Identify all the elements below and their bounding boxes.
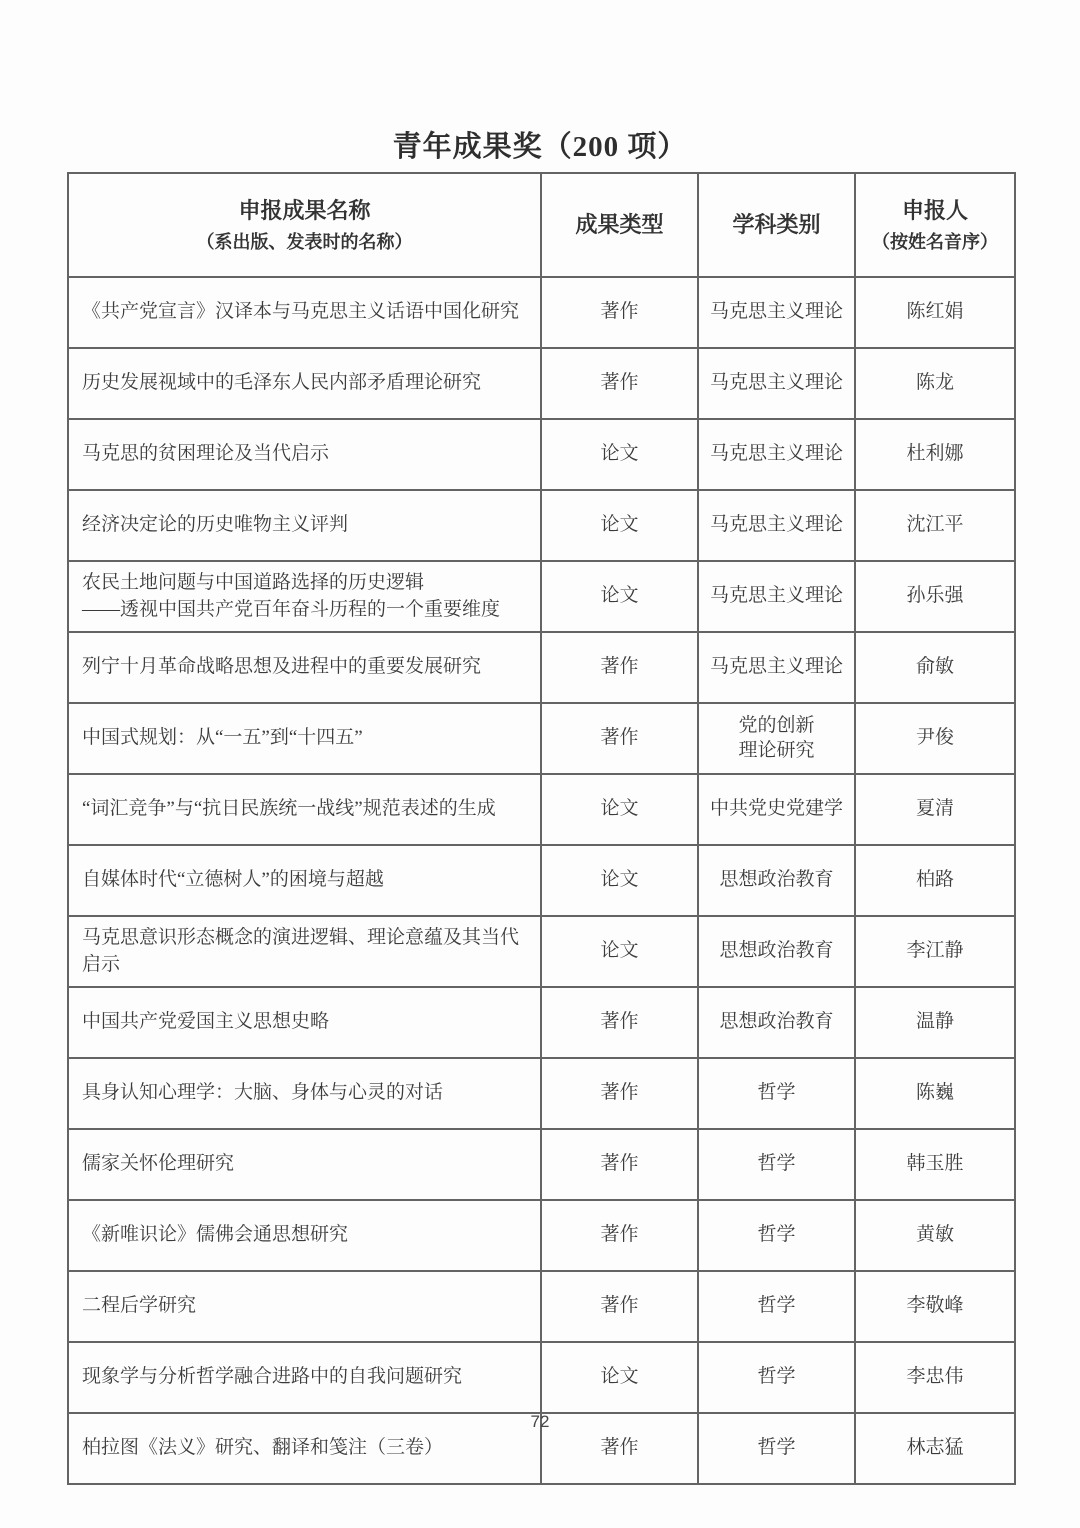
header-row bbox=[68, 173, 1015, 277]
header-applicant-sublabel: （按姓名音序） bbox=[872, 232, 998, 252]
result-name-cell: 自媒体时代“立德树人”的困境与超越 bbox=[68, 845, 541, 916]
header-result-name-sublabel: （系出版、发表时的名称） bbox=[196, 232, 413, 252]
result-type-cell: 论文 bbox=[541, 845, 698, 916]
subject-category-cell: 哲学 bbox=[698, 1271, 855, 1342]
applicant-cell: 沈江平 bbox=[855, 490, 1015, 561]
page-title: 青年成果奖（200 项） bbox=[392, 131, 688, 163]
table-row bbox=[68, 1200, 1015, 1271]
page-number: 72 bbox=[530, 1412, 550, 1431]
result-name-cell: 《新唯识论》儒佛会通思想研究 bbox=[68, 1200, 541, 1271]
result-type-cell: 著作 bbox=[541, 1129, 698, 1200]
result-name-cell: 马克思意识形态概念的演进逻辑、理论意蕴及其当代启示 bbox=[68, 916, 541, 987]
result-type-cell: 著作 bbox=[541, 1271, 698, 1342]
subject-category-cell: 哲学 bbox=[698, 1413, 855, 1484]
applicant-cell: 韩玉胜 bbox=[855, 1129, 1015, 1200]
result-name-cell: 列宁十月革命战略思想及进程中的重要发展研究 bbox=[68, 632, 541, 703]
subject-category-cell: 哲学 bbox=[698, 1342, 855, 1413]
table-row bbox=[68, 348, 1015, 419]
table-row bbox=[68, 1271, 1015, 1342]
result-name-cell: 农民土地问题与中国道路选择的历史逻辑 ——透视中国共产党百年奋斗历程的一个重要维度 bbox=[68, 561, 541, 632]
result-name-cell: 《共产党宣言》汉译本与马克思主义话语中国化研究 bbox=[68, 277, 541, 348]
result-name-cell: 马克思的贫困理论及当代启示 bbox=[68, 419, 541, 490]
result-name-cell: “词汇竞争”与“抗日民族统一战线”规范表述的生成 bbox=[68, 774, 541, 845]
result-name-cell: 儒家关怀伦理研究 bbox=[68, 1129, 541, 1200]
result-type-cell: 论文 bbox=[541, 419, 698, 490]
table-row bbox=[68, 632, 1015, 703]
subject-category-cell: 马克思主义理论 bbox=[698, 561, 855, 632]
result-type-cell: 著作 bbox=[541, 987, 698, 1058]
applicant-cell: 李江静 bbox=[855, 916, 1015, 987]
result-name-cell: 历史发展视域中的毛泽东人民内部矛盾理论研究 bbox=[68, 348, 541, 419]
applicant-cell: 尹俊 bbox=[855, 703, 1015, 774]
result-type-cell: 著作 bbox=[541, 632, 698, 703]
applicant-cell: 李敬峰 bbox=[855, 1271, 1015, 1342]
applicant-cell: 林志猛 bbox=[855, 1413, 1015, 1484]
applicant-cell: 陈巍 bbox=[855, 1058, 1015, 1129]
subject-category-cell: 思想政治教育 bbox=[698, 916, 855, 987]
table-row bbox=[68, 277, 1015, 348]
result-name-cell: 中国式规划：从“一五”到“十四五” bbox=[68, 703, 541, 774]
subject-category-cell: 思想政治教育 bbox=[698, 845, 855, 916]
result-type-cell: 著作 bbox=[541, 1200, 698, 1271]
result-type-cell: 论文 bbox=[541, 774, 698, 845]
applicant-cell: 李忠伟 bbox=[855, 1342, 1015, 1413]
table-row bbox=[68, 1342, 1015, 1413]
result-type-cell: 著作 bbox=[541, 1413, 698, 1484]
header-result-name bbox=[68, 173, 541, 277]
table-row bbox=[68, 774, 1015, 845]
applicant-cell: 孙乐强 bbox=[855, 561, 1015, 632]
applicant-cell: 俞敏 bbox=[855, 632, 1015, 703]
table-row bbox=[68, 490, 1015, 561]
header-subject-category-label: 学科类别 bbox=[732, 212, 821, 238]
result-type-cell: 著作 bbox=[541, 277, 698, 348]
applicant-cell: 夏清 bbox=[855, 774, 1015, 845]
applicant-cell: 陈龙 bbox=[855, 348, 1015, 419]
applicant-cell: 杜利娜 bbox=[855, 419, 1015, 490]
awards-table-header bbox=[68, 173, 1015, 277]
result-type-cell: 著作 bbox=[541, 703, 698, 774]
result-type-cell: 论文 bbox=[541, 916, 698, 987]
result-name-cell: 经济决定论的历史唯物主义评判 bbox=[68, 490, 541, 561]
header-result-type-label: 成果类型 bbox=[575, 212, 664, 238]
header-result-name-label: 申报成果名称 bbox=[238, 197, 371, 223]
table-row bbox=[68, 916, 1015, 987]
applicant-cell: 陈红娟 bbox=[855, 277, 1015, 348]
subject-category-cell: 哲学 bbox=[698, 1129, 855, 1200]
subject-category-cell: 党的创新 理论研究 bbox=[698, 703, 855, 774]
applicant-cell: 温静 bbox=[855, 987, 1015, 1058]
header-applicant-label: 申报人 bbox=[901, 197, 968, 223]
awards-table-body bbox=[68, 277, 1015, 1484]
header-applicant bbox=[855, 173, 1015, 277]
table-row bbox=[68, 703, 1015, 774]
result-name-cell: 二程后学研究 bbox=[68, 1271, 541, 1342]
table-row bbox=[68, 1129, 1015, 1200]
table-row bbox=[68, 845, 1015, 916]
table-row bbox=[68, 987, 1015, 1058]
result-type-cell: 著作 bbox=[541, 348, 698, 419]
subject-category-cell: 哲学 bbox=[698, 1200, 855, 1271]
table-row bbox=[68, 1058, 1015, 1129]
header-result-type bbox=[541, 173, 698, 277]
result-type-cell: 论文 bbox=[541, 561, 698, 632]
subject-category-cell: 马克思主义理论 bbox=[698, 632, 855, 703]
awards-table bbox=[67, 172, 1016, 1485]
subject-category-cell: 哲学 bbox=[698, 1058, 855, 1129]
subject-category-cell: 思想政治教育 bbox=[698, 987, 855, 1058]
table-row bbox=[68, 419, 1015, 490]
result-type-cell: 论文 bbox=[541, 490, 698, 561]
result-type-cell: 著作 bbox=[541, 1058, 698, 1129]
result-type-cell: 论文 bbox=[541, 1342, 698, 1413]
subject-category-cell: 马克思主义理论 bbox=[698, 348, 855, 419]
header-subject-category bbox=[698, 173, 855, 277]
subject-category-cell: 中共党史党建学 bbox=[698, 774, 855, 845]
result-name-cell: 具身认知心理学：大脑、身体与心灵的对话 bbox=[68, 1058, 541, 1129]
subject-category-cell: 马克思主义理论 bbox=[698, 490, 855, 561]
subject-category-cell: 马克思主义理论 bbox=[698, 419, 855, 490]
result-name-cell: 现象学与分析哲学融合进路中的自我问题研究 bbox=[68, 1342, 541, 1413]
result-name-cell: 中国共产党爱国主义思想史略 bbox=[68, 987, 541, 1058]
applicant-cell: 黄敏 bbox=[855, 1200, 1015, 1271]
subject-category-cell: 马克思主义理论 bbox=[698, 277, 855, 348]
result-name-cell: 柏拉图《法义》研究、翻译和笺注（三卷） bbox=[68, 1413, 541, 1484]
table-row bbox=[68, 561, 1015, 632]
applicant-cell: 柏路 bbox=[855, 845, 1015, 916]
